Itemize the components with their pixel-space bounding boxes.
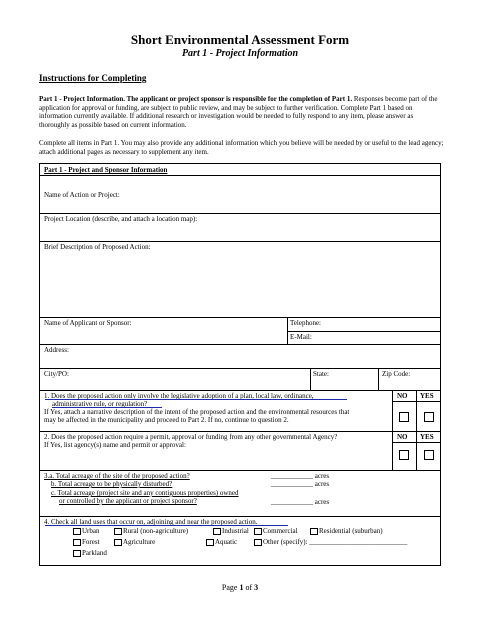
page-of: of [243,583,255,592]
instructions-paragraph-1 [39,95,445,129]
section-header: Part 1 - Project and Sponsor Information [44,166,168,174]
q1-text-line3: If Yes, attach a narrative description of the intent of the proposed action and the environmental resources that [44,408,350,416]
forest-checkbox[interactable] [73,539,81,546]
q2-yes-checkbox[interactable] [424,450,434,460]
q1-no-checkbox[interactable] [399,412,409,422]
page-total: 3 [254,583,259,592]
page-prefix: Page [221,583,240,592]
agriculture-label: Agriculture [123,538,156,546]
instructions-part1-lead: Part 1 - Project Information. The applicant or project sponsor is responsible for the completion of Part 1. [39,95,353,103]
instructions-part1-body: Responses become part of the application for approval or funding, are subject to public review, and may be subject to further verification. Complete Part 1 based on information currently available. If additional research or investigation would be needed to fully respond to any item, please answer as thoroughly as possible based on current information. [39,95,438,129]
q3b-acres-field[interactable]: ____________ acres [271,480,330,488]
q3c-text-line1: c. Total acreage (project site and any contiguous properties) owned [51,489,239,497]
urban-checkbox[interactable] [73,528,81,535]
parkland-label: Parkland [82,549,107,557]
q1-yes-label: YES [420,392,434,400]
q3b-text: b. Total acreage to be physically disturbed? [51,480,173,488]
location-label: Project Location (describe, and attach a location map): [44,215,198,223]
q2-text-line1: 2. Does the proposed action require a permit, approval or funding from any other governmental Agency? [44,433,338,441]
other-label: Other (specify): ____________________________ [263,538,408,546]
forest-label: Forest [82,538,100,546]
urban-label: Urban [82,527,100,535]
q3a-acres-field[interactable]: ____________ acres [271,472,330,480]
q4-text: 4. Check all land uses that occur on, adjoining and near the proposed action. [44,518,258,526]
q2-no-checkbox[interactable] [399,450,409,460]
name-label: Name of Action or Project: [44,191,120,199]
industrial-label: Industrial [222,527,249,535]
q1-text-line1: 1. Does the proposed action only involve the legislative adoption of a plan, local law, ordinance, [44,392,314,400]
rural-label: Rural (non-agriculture) [123,527,189,535]
q3c-text-line2: or controlled by the applicant or project sponsor? [59,497,197,505]
q3c-acres-field[interactable]: ____________ acres [271,498,330,506]
instructions-paragraph-2: Complete all items in Part 1. You may also provide any additional information which you believe will be needed by or useful to the lead agency; attach additional pages as necessary to supplement any item. [39,139,444,156]
other-checkbox[interactable] [254,539,262,546]
industrial-checkbox[interactable] [213,528,221,535]
q1-text-line4: may be affected in the municipality and proceed to Part 2. If no, continue to question 2. [44,416,289,424]
description-label: Brief Description of Proposed Action: [44,243,151,251]
q1-no-label: NO [397,392,408,400]
state-label: State: [313,370,329,378]
q2-yes-label: YES [420,433,434,441]
q2-no-label: NO [397,433,408,441]
instructions-heading: Instructions for Completing [39,73,147,83]
address-label: Address: [44,346,69,354]
aquatic-label: Aquatic [215,538,238,546]
zip-label: Zip Code: [382,370,411,378]
form-subtitle: Part 1 - Project Information [181,48,299,59]
form-title: Short Environmental Assessment Form [130,32,350,47]
rural-checkbox[interactable] [114,528,122,535]
agriculture-checkbox[interactable] [114,539,122,546]
commercial-checkbox[interactable] [254,528,262,535]
aquatic-checkbox[interactable] [206,539,214,546]
project-information-form [39,163,441,566]
q3a-text: 3.a. Total acreage of the site of the proposed action? [44,472,190,480]
residential-label: Residential (suburban) [319,527,383,535]
q1-yes-checkbox[interactable] [424,412,434,422]
city-label: City/PO: [44,370,69,378]
page-current: 1 [239,583,244,592]
residential-checkbox[interactable] [310,528,318,535]
applicant-label: Name of Applicant or Sponsor: [44,319,132,327]
parkland-checkbox[interactable] [73,550,81,557]
email-label: E-Mail: [290,333,312,341]
q1-text-line2: administrative rule, or regulation? [52,400,148,408]
page-footer [0,583,480,592]
commercial-label: Commercial [263,527,298,535]
q2-text-line2: If Yes, list agency(s) name and permit or approval: [44,441,186,449]
telephone-label: Telephone: [290,319,321,327]
